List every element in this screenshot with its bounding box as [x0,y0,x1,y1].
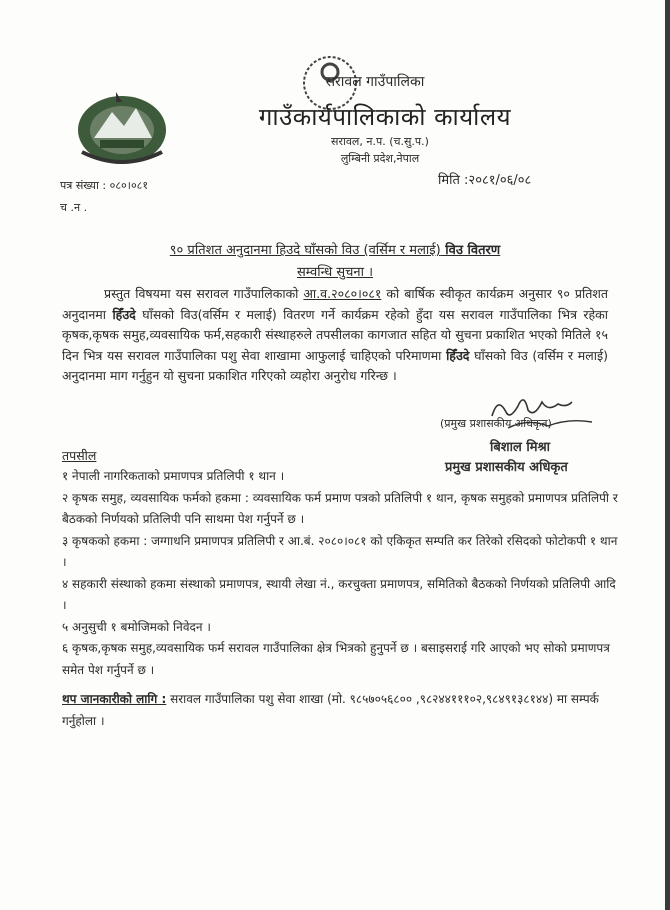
reference-number: पत्र संख्या : ०८०।०८१ [60,179,149,192]
contact-info: थप जानकारीको लागि : सरावल गाउँपालिका पशु सेवा शाखा (मो. ९८५७०५६८०० ,९८२४४१११०२,९८४९१३८१४४) मा सम्पर्क गर्नुहोला । [62,692,599,728]
org-name-small: सरावल गाउँपालिका [325,74,425,90]
notice-body: प्रस्तुत विषयमा यस सरावल गाउँपालिकाको आ.व.२०८०।०८१ को बार्षिक स्वीकृत कार्यक्रम अनुसार ९० प्रतिशत अनुदानमा हिँउदे घाँसको विउ(वर्सिम र मलाई) वितरण गर्ने कार्यक्रम रहेको हुँदा यस सरावल गाउँपालिका भित्र रहेका कृषक,कृषक समुह,व्यवसायिक फर्म,सहकारी संस्थाहरुले तपसीलका कागजात सहित यो सुचना प्रकाशित भएको मितिले १५ दिन भित्र यस सरावल गाउँपालिका पशु सेवा शाखामा आफुलाई चाहिएको परिमाणमा हिँउदे घाँसको विउ (वर्सिम र मलाई) अनुदानमा माग गर्नुहुन यो सुचना प्रकाशित गरिएको व्यहोरा अनुरोध गरिन्छ । [62,286,608,383]
address-line-1: सरावल, न.प. (च.सु.प.) [331,135,429,148]
list-item: ४ सहकारी संस्थाको हकमा संस्थाको प्रमाणपत्र, स्थायी लेखा नं., करचुक्ता प्रमाणपत्र, समितिको बैठकको निर्णयको प्रतिलिपी आदि । [62,576,616,612]
list-item: ५ अनुसुची १ बमोजिमको निवेदन । [62,619,211,634]
address-line-2: लुम्बिनी प्रदेश,नेपाल [340,152,420,165]
org-name-large: गाउँकार्यपालिकाको कार्यालय [258,103,512,131]
list-item: २ कृषक समुह, व्यवसायिक फर्मको हकमा : व्यवसायिक फर्म प्रमाण पत्रको प्रतिलिपी १ थान, कृषक समुहको प्रमाणपत्र प्रतिलिपी र बैठकको निर्णयको प्रतिलिपी पनि साथमा पेश गर्नुपर्ने छ । [62,490,618,526]
signatory-name: बिशाल मिश्रा [490,440,551,455]
signatory-role: (प्रमुख प्रशासकीय अधिकृत) [440,417,552,430]
letter-date: मिति :२०८१/०६/०८ [438,173,532,188]
notice-title: ९० प्रतिशत अनुदानमा हिउदे घाँसको विउ (वर्सिम र मलाई) विउ वितरण [169,243,501,258]
notice-title-line2: सम्वन्धि सुचना । [296,265,374,280]
list-item: ६ कृषक,कृषक समुह,व्यवसायिक फर्म सरावल गाउँपालिका क्षेत्र भित्रको हुनुपर्ने छ । बसाइसराई गरि आएको भए सोको प्रमाणपत्र समेत पेश गर्नुपर्ने छ । [62,641,610,677]
list-item: १ नेपाली नागरिकताको प्रमाणपत्र प्रतिलिपी १ थान । [62,469,285,483]
signatory-title: प्रमुख प्रशासकीय अधिकृत [445,460,568,475]
list-item: ३ कृषकको हकमा : जग्गाधनि प्रमाणपत्र प्रतिलिपी र आ.बं. २०८०।०८१ को एकिकृत सम्पति कर तिरेको रसिदको फोटोकपी १ थान । [62,533,618,569]
details-heading: तपसील [62,448,97,463]
required-documents-list [62,466,622,681]
dispatch-number: च .न . [60,201,88,214]
